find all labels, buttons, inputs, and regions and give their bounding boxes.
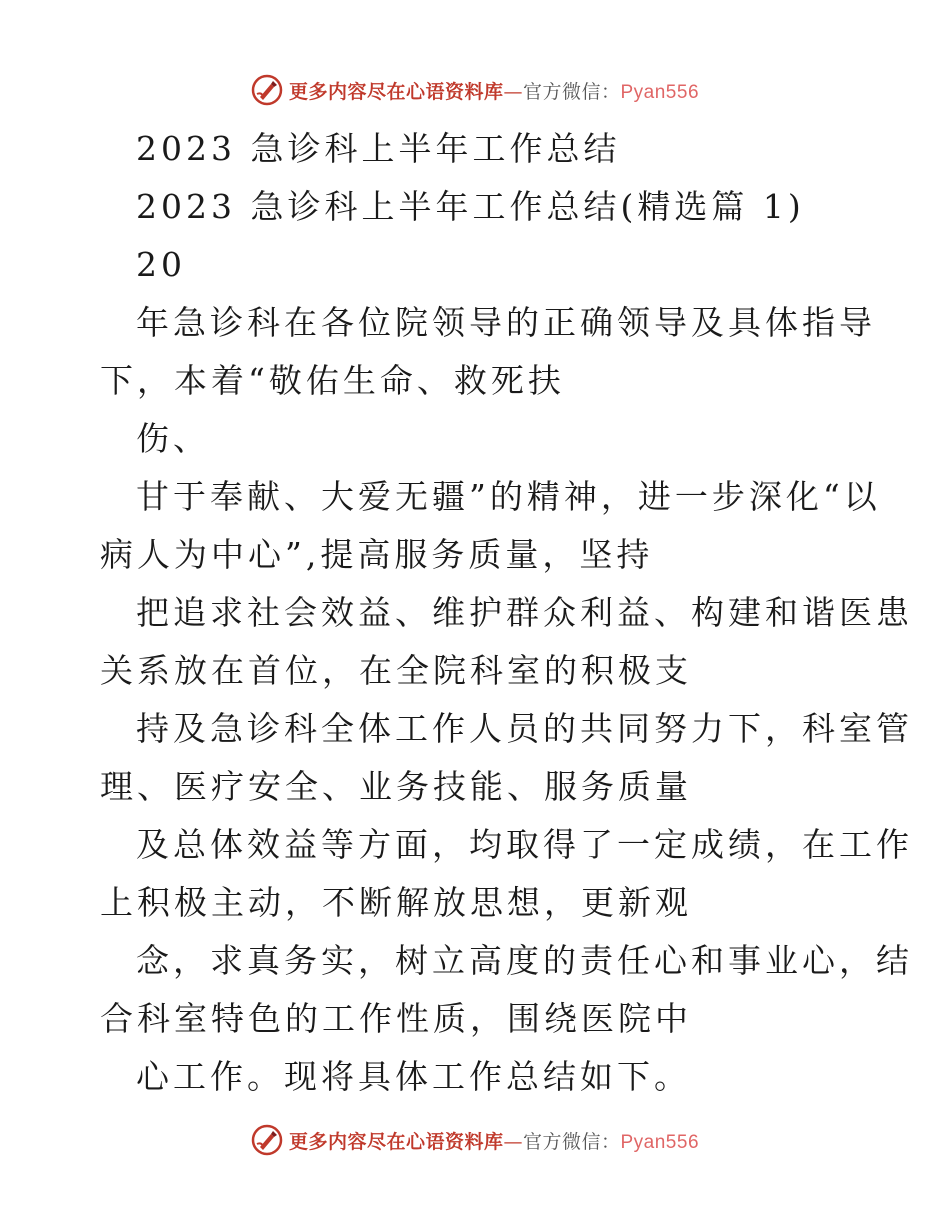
banner-text	[289, 1127, 699, 1154]
banner-wechat-label: 官方微信：	[522, 1130, 621, 1153]
doc-line: 合科室特色的工作性质，围绕医院中	[100, 999, 692, 1038]
banner-inner	[251, 74, 699, 106]
doc-line: 上积极主动，不断解放思想，更新观	[100, 883, 692, 922]
footer-banner	[0, 1120, 950, 1160]
banner-slogan: 更多内容尽在心语资料库	[288, 80, 504, 103]
header-banner	[0, 70, 950, 110]
document-body	[100, 120, 913, 1106]
doc-line: 下，本着“敬佑生命、救死扶	[100, 361, 565, 400]
doc-title: 2023 急诊科上半年工作总结	[136, 129, 621, 168]
doc-line: 念，求真务实，树立高度的责任心和事业心，结	[136, 941, 913, 980]
banner-slogan: 更多内容尽在心语资料库	[288, 1130, 504, 1153]
pen-logo-icon	[251, 1124, 283, 1156]
banner-inner	[251, 1124, 699, 1156]
doc-line: 心工作。现将具体工作总结如下。	[136, 1057, 691, 1096]
banner-wechat-id: Pyan556	[620, 81, 700, 103]
doc-line: 把追求社会效益、维护群众利益、构建和谐医患	[136, 593, 913, 632]
doc-line: 持及急诊科全体工作人员的共同努力下，科室管	[136, 709, 913, 748]
banner-text	[289, 77, 699, 104]
pen-logo-icon	[251, 74, 283, 106]
banner-separator: —	[503, 80, 523, 103]
doc-line: 甘于奉献、大爱无疆”的精神，进一步深化“以	[136, 477, 881, 516]
banner-separator: —	[503, 1130, 523, 1153]
doc-line: 及总体效益等方面，均取得了一定成绩，在工作	[136, 825, 913, 864]
doc-line: 20	[136, 245, 186, 284]
doc-line: 关系放在首位，在全院科室的积极支	[100, 651, 692, 690]
doc-line: 伤、	[136, 419, 210, 458]
doc-subtitle: 2023 急诊科上半年工作总结(精选篇 1)	[136, 187, 805, 226]
doc-line: 理、医疗安全、业务技能、服务质量	[100, 767, 692, 806]
banner-wechat-label: 官方微信：	[522, 80, 621, 103]
doc-line: 病人为中心”,提高服务质量，坚持	[100, 535, 654, 574]
banner-wechat-id: Pyan556	[620, 1131, 700, 1153]
doc-line: 年急诊科在各位院领导的正确领导及具体指导	[136, 303, 876, 342]
